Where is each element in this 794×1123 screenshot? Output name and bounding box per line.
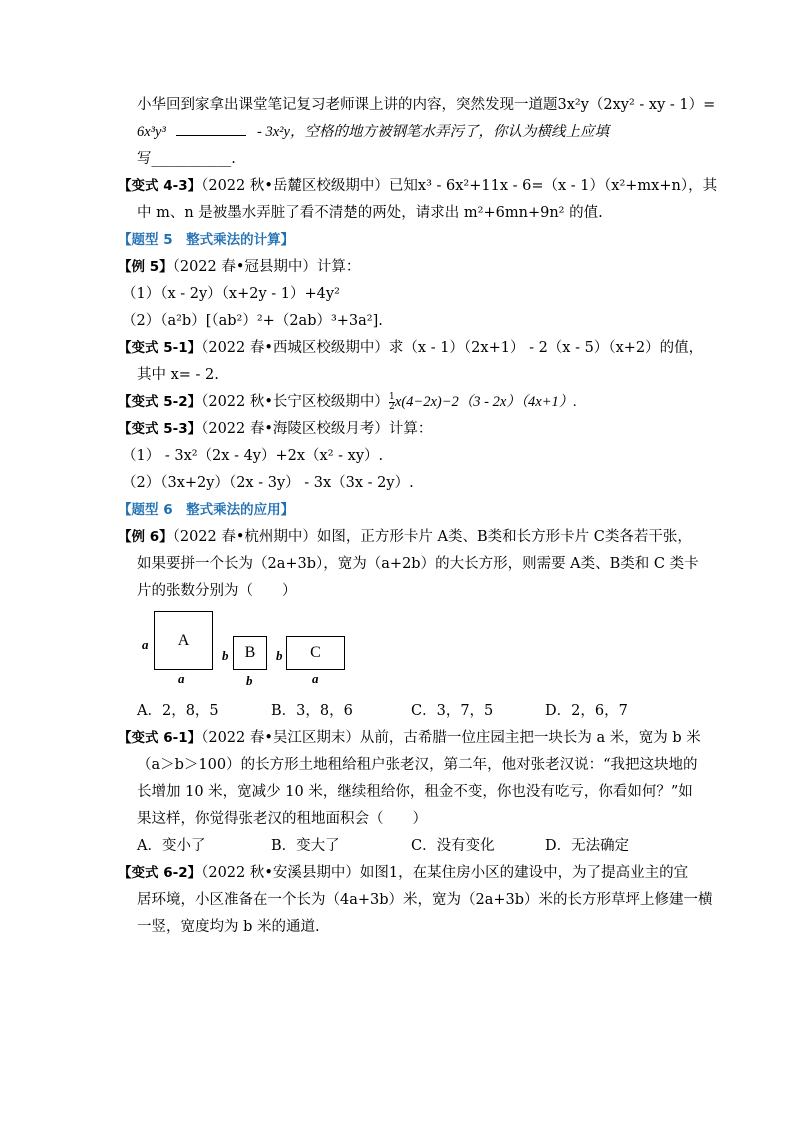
card-b-side-label: b	[222, 648, 229, 663]
card-c-bottom-label: a	[312, 671, 319, 686]
card-c-side-label: b	[276, 648, 283, 663]
card-b-bottom-label: b	[246, 673, 253, 688]
card-b: B	[233, 636, 267, 670]
example-6-line-1: 【例 6】（2022 春•杭州期中）如图，正方形卡片 A类、B类和长方形卡片 C类各若干张，	[118, 529, 692, 545]
card-a-bottom-label: a	[178, 671, 185, 686]
variant-6-2-line-2: 居环境，小区准备在一个长为（4a+3b）米，宽为（2a+3b）米的长方形草坪上修建一横	[137, 892, 713, 908]
variant-5-3-question-2: （2）（3x+2y）（2x - 3y） - 3x（3x - 2y）.	[122, 475, 414, 491]
variant-6-1-line-2: （a＞b＞100）的长方形土地租给租户张老汉，第二年，他对张老汉说：“我把这块地的	[137, 757, 698, 773]
option-a: A．2，8，5	[137, 703, 219, 719]
variant-5-1-line-2: 其中 x= - 2.	[137, 367, 219, 383]
variant-label: 【变式 6-2】	[118, 865, 202, 881]
card-c: C	[286, 636, 345, 670]
example-5-line-1: 【例 5】（2022 春•冠县期中）计算：	[118, 259, 361, 275]
example-label: 【例 6】	[118, 529, 173, 545]
variant-6-2-line-3: 一竖，宽度均为 b 米的通道.	[137, 919, 320, 935]
variant-6-1-options	[118, 833, 680, 860]
variant-6-1-line-3: 长增加 10 米，宽减少 10 米，继续租给你，租金不变，你也没有吃亏，你看如何？”如	[137, 784, 693, 800]
variant-6-1-line-1: 【变式 6-1】（2022 春•吴江区期末）从前，古希腊一位庄园主把一块长为 a 米，宽为 b 米	[118, 730, 701, 746]
option-a: A．变小了	[137, 838, 206, 854]
variant-5-2-line-1: 【变式 5-2】（2022 秋•长宁区校级期中） $\frac{1}{2}$ x(4−2x)−2（3 - 2x）（4x+1）.	[118, 391, 577, 412]
option-b: B．3，8，6	[271, 703, 353, 719]
variant-label: 【变式 5-2】	[118, 394, 202, 410]
option-b: B．变大了	[271, 838, 340, 854]
option-d: D．无法确定	[545, 838, 630, 854]
option-d: D．2，6，7	[545, 703, 628, 719]
variant-6-2-line-1: 【变式 6-2】（2022 秋•安溪县期中）如图1，在某住房小区的建设中，为了提高业主的宜	[118, 865, 689, 881]
expression: - 3x²y，空格的地方被钢笔水弄污了，你认为横线上应填	[257, 124, 609, 140]
example-5-question-1: （1）（x - 2y）（x+2y - 1）+4y²	[122, 286, 340, 302]
cards-figure	[118, 611, 680, 696]
example-6-options	[118, 698, 680, 725]
option-c: C．没有变化	[411, 838, 495, 854]
problem-continuation-line-3: 写___________.	[137, 151, 236, 167]
expression: 6x³y³	[137, 124, 166, 140]
card-a: A	[154, 611, 213, 670]
section-heading-type-5: 【题型 5 整式乘法的计算】	[118, 232, 295, 248]
variant-6-1-line-4: 果这样，你觉得张老汉的租地面积会（ ）	[137, 811, 427, 827]
problem-continuation-line-1: 小华回到家拿出课堂笔记复习老师课上讲的内容，突然发现一道题3x²y（2xy² - xy - 1）=	[137, 97, 716, 113]
variant-label: 【变式 5-3】	[118, 421, 202, 437]
fraction: $\frac{1}{2}$	[389, 391, 395, 412]
answer-blank	[176, 121, 246, 136]
variant-label: 【变式 4-3】	[118, 178, 202, 194]
example-5-question-2: （2）（a²b）[（ab²）²+（2ab）³+3a²].	[122, 313, 383, 329]
variant-label: 【变式 5-1】	[118, 340, 202, 356]
problem-continuation-line-2	[118, 119, 680, 146]
example-label: 【例 5】	[118, 259, 173, 275]
variant-label: 【变式 6-1】	[118, 730, 202, 746]
option-c: C．3，7，5	[411, 703, 494, 719]
document-content	[118, 92, 718, 941]
example-6-line-2: 如果要拼一个长为（2a+3b），宽为（a+2b）的大长方形，则需要 A类、B类和 C 类卡	[137, 556, 699, 572]
variant-4-3-line-1: 【变式 4-3】（2022 秋•岳麓区校级期中）已知x³ - 6x²+11x - 6=（x - 1）（x²+mx+n），其	[118, 178, 718, 194]
variant-5-1-line-1: 【变式 5-1】（2022 春•西城区校级期中）求（x - 1）（2x+1） - 2（x - 5）（x+2）的值，	[118, 340, 704, 356]
variant-5-3-line-1: 【变式 5-3】（2022 春•海陵区校级月考）计算：	[118, 421, 433, 437]
variant-4-3-line-2: 中 m、n 是被墨水弄脏了看不清楚的两处，请求出 m²+6mn+9n² 的值.	[137, 205, 603, 221]
example-6-line-3: 片的张数分别为（ ）	[137, 583, 297, 599]
variant-5-3-question-1: （1） - 3x²（2x - 4y）+2x（x² - xy）.	[122, 448, 384, 464]
section-heading-type-6: 【题型 6 整式乘法的应用】	[118, 502, 295, 518]
card-a-side-label: a	[142, 637, 149, 652]
